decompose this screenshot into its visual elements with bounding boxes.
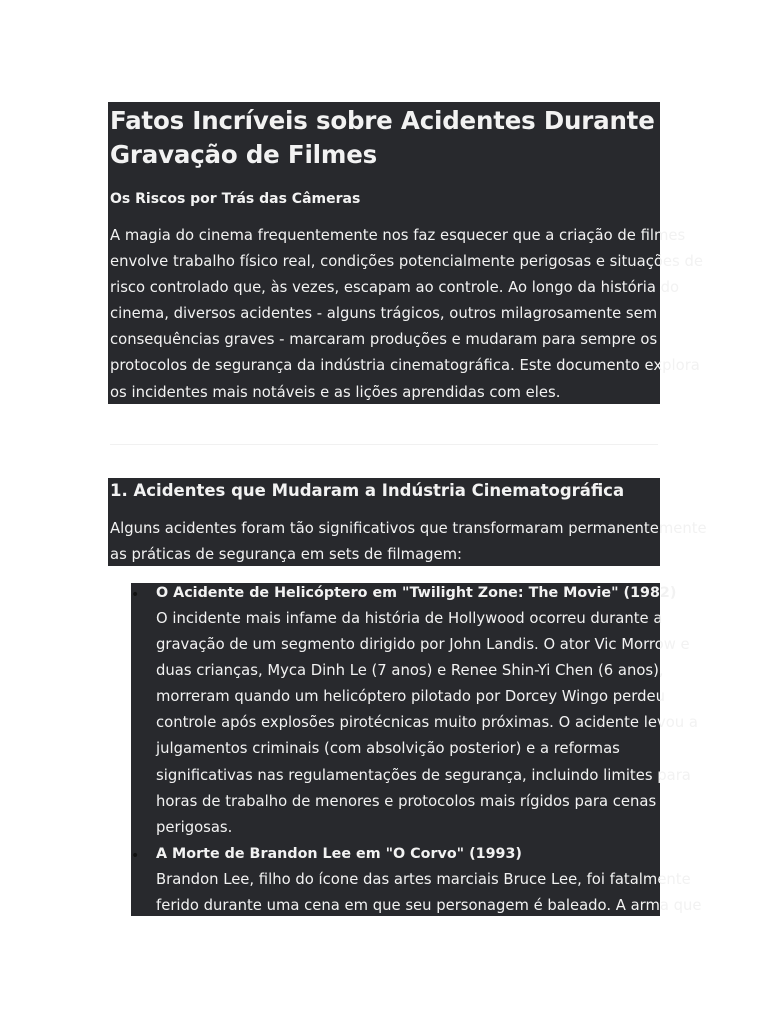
list-item-title: A Morte de Brandon Lee em "O Corvo" (1993)	[156, 846, 522, 862]
section-1-block	[108, 478, 707, 566]
intro-line: os incidentes mais notáveis e as lições aprendidas com eles.	[110, 383, 561, 401]
title-line-2: Gravação de Filmes	[110, 140, 377, 169]
list-item-body	[156, 606, 698, 841]
bullet-icon: •	[131, 587, 140, 603]
document-title	[110, 104, 655, 172]
list-item-body	[156, 867, 702, 919]
body-line: significativas nas regulamentações de segurança, incluindo limites para	[156, 766, 691, 784]
body-line: perigosas.	[156, 818, 233, 836]
document-subtitle: Os Riscos por Trás das Câmeras	[110, 191, 361, 207]
section-1-description	[110, 516, 707, 568]
body-line: duas crianças, Myca Dinh Le (7 anos) e Renee Shin-Yi Chen (6 anos),	[156, 662, 664, 680]
intro-line: cinema, diversos acidentes - alguns trágicos, outros milagrosamente sem	[110, 305, 658, 323]
intro-line: consequências graves - marcaram produções e mudaram para sempre os	[110, 331, 658, 349]
body-line: morreram quando um helicóptero pilotado por Dorcey Wingo perdeu	[156, 688, 665, 706]
section-desc-line: as práticas de segurança em sets de filmagem:	[110, 546, 463, 564]
intro-line: protocolos de segurança da indústria cinematográfica. Este documento explora	[110, 357, 700, 375]
body-line: horas de trabalho de menores e protocolos mais rígidos para cenas	[156, 792, 657, 810]
section-1-heading: 1. Acidentes que Mudaram a Indústria Cinematográfica	[110, 481, 625, 500]
body-line: Brandon Lee, filho do ícone das artes marciais Bruce Lee, foi fatalmente	[156, 871, 691, 888]
title-line-1: Fatos Incríveis sobre Acidentes Durante	[110, 106, 655, 135]
body-line: julgamentos criminais (com absolvição posterior) e a reformas	[156, 740, 620, 758]
section-desc-line: Alguns acidentes foram tão significativos que transformaram permanentemente	[110, 520, 707, 537]
intro-line: envolve trabalho físico real, condições potencialmente perigosas e situações de	[110, 253, 703, 271]
intro-block	[108, 102, 703, 404]
section-divider	[110, 444, 658, 445]
body-line: O incidente mais infame da história de Hollywood ocorreu durante a	[156, 610, 663, 627]
body-line: controle após explosões pirotécnicas muito próximas. O acidente levou a	[156, 714, 698, 732]
body-line: ferido durante uma cena em que seu personagem é baleado. A arma que	[156, 897, 702, 915]
intro-paragraph	[110, 223, 703, 406]
body-line: gravação de um segmento dirigido por John Landis. O ator Vic Morrow e	[156, 636, 690, 654]
bullet-icon: •	[131, 848, 140, 864]
intro-line: A magia do cinema frequentemente nos faz esquecer que a criação de filmes	[110, 227, 686, 244]
intro-line: risco controlado que, às vezes, escapam ao controle. Ao longo da história do	[110, 279, 680, 297]
list-item-title: O Acidente de Helicóptero em "Twilight Zone: The Movie" (1982)	[156, 585, 677, 601]
accident-list	[131, 583, 702, 916]
